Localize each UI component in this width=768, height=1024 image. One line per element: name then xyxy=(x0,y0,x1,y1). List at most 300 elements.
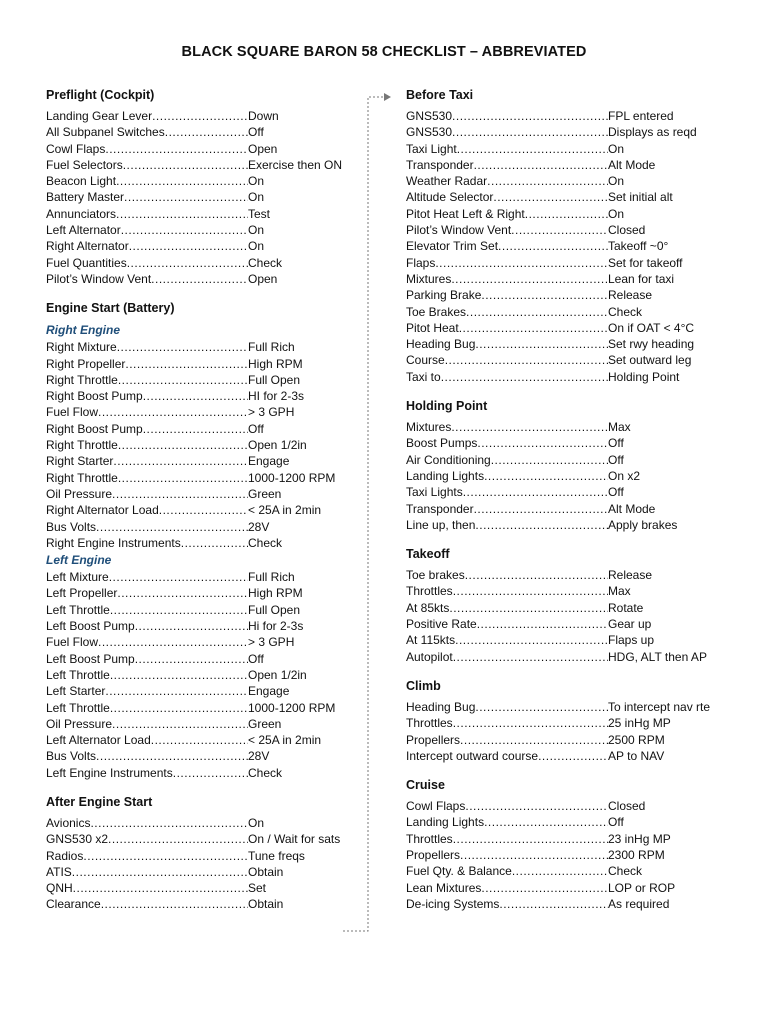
checklist-item-label: Flaps xyxy=(406,255,436,270)
checklist-item-label: Line up, then xyxy=(406,517,476,532)
checklist-item xyxy=(46,535,248,551)
checklist-item-label: Right Boost Pump xyxy=(46,389,143,404)
checklist-item xyxy=(406,304,608,320)
checklist-row xyxy=(46,124,342,140)
checklist-row xyxy=(406,157,710,173)
checklist-row xyxy=(46,651,342,667)
checklist-item xyxy=(46,173,248,189)
checklist-row xyxy=(46,173,342,189)
checklist-row xyxy=(406,222,710,238)
checklist-item-value: Closed xyxy=(608,799,646,814)
checklist-row xyxy=(406,501,710,517)
checklist-section xyxy=(406,677,710,764)
checklist-row xyxy=(46,404,342,420)
checklist-item xyxy=(406,141,608,157)
checklist-item-label: Left Boost Pump xyxy=(46,619,135,634)
dot-leader xyxy=(460,847,608,863)
dot-leader xyxy=(135,651,248,667)
checklist-item-value: Check xyxy=(248,765,283,780)
checklist-item-value: Full Rich xyxy=(248,340,295,355)
dot-leader xyxy=(98,404,248,420)
checklist-item-label: Fuel Quantities xyxy=(46,255,127,270)
checklist-item-value: Engage xyxy=(248,454,290,469)
checklist-row xyxy=(46,748,342,764)
checklist-item xyxy=(46,238,248,254)
checklist-item-value: On xyxy=(608,174,625,189)
checklist-item-value: Green xyxy=(248,716,282,731)
checklist-item-label: Heading Bug xyxy=(406,337,476,352)
checklist-item-value: Full Open xyxy=(248,372,301,387)
dot-leader xyxy=(143,421,248,437)
checklist-row xyxy=(406,304,710,320)
checklist-item-label: Cowl Flaps xyxy=(406,799,466,814)
checklist-item-label: Left Throttle xyxy=(46,700,110,715)
checklist-item-value: HDG, ALT then AP xyxy=(608,649,707,664)
dot-leader xyxy=(105,683,248,699)
checklist-item-value: 1000-1200 RPM xyxy=(248,700,336,715)
checklist-row xyxy=(406,141,710,157)
checklist-item-value: < 25A in 2min xyxy=(248,733,322,748)
checklist-item-label: Left Alternator xyxy=(46,223,121,238)
checklist-item-label: Fuel Flow xyxy=(46,405,99,420)
dot-leader xyxy=(481,880,608,896)
checklist-item-value: Check xyxy=(608,304,643,319)
checklist-item-value: Rotate xyxy=(608,600,644,615)
checklist-row xyxy=(406,863,710,879)
checklist-row xyxy=(406,567,710,583)
checklist-row xyxy=(46,238,342,254)
checklist-item-label: Taxi to xyxy=(406,369,441,384)
checklist-row xyxy=(406,320,710,336)
checklist-row xyxy=(46,700,342,716)
dot-leader xyxy=(151,732,248,748)
checklist-item xyxy=(406,501,608,517)
dot-leader xyxy=(477,435,608,451)
dot-leader xyxy=(112,716,248,732)
dot-leader xyxy=(455,632,608,648)
checklist-item-value: Lean for taxi xyxy=(608,271,675,286)
dot-leader xyxy=(173,765,248,781)
checklist-item-value: Alt Mode xyxy=(608,501,656,516)
checklist-item-value: Max xyxy=(608,420,631,435)
dot-leader xyxy=(112,486,248,502)
dot-leader xyxy=(129,238,248,254)
checklist-item-label: Course xyxy=(406,353,445,368)
checklist-item-label: Landing Lights xyxy=(406,468,485,483)
checklist-item xyxy=(406,863,608,879)
dot-leader xyxy=(143,388,248,404)
checklist-item-label: All Subpanel Switches xyxy=(46,125,165,140)
checklist-row xyxy=(46,519,342,535)
checklist-row xyxy=(46,880,342,896)
checklist-row xyxy=(406,798,710,814)
checklist-item xyxy=(406,649,608,665)
checklist-item-value: Displays as reqd xyxy=(608,125,697,140)
checklist-item-value: As required xyxy=(608,896,670,911)
checklist-item-value: High RPM xyxy=(248,586,303,601)
checklist-item-label: Autopilot xyxy=(406,649,453,664)
checklist-item-value: To intercept nav rte xyxy=(608,699,711,714)
checklist-item xyxy=(46,453,248,469)
checklist-item xyxy=(46,388,248,404)
section-title: Takeoff xyxy=(406,547,450,562)
checklist-item-value: Check xyxy=(248,535,283,550)
checklist-row xyxy=(46,437,342,453)
checklist-item xyxy=(46,421,248,437)
checklist-item-label: Bus Volts xyxy=(46,749,97,764)
checklist-item-value: Release xyxy=(608,288,653,303)
dot-leader xyxy=(538,748,608,764)
checklist-item-value: Off xyxy=(608,436,624,451)
checklist-item-value: HI for 2-3s xyxy=(248,389,305,404)
section-title: Climb xyxy=(406,678,441,693)
dot-leader xyxy=(453,583,608,599)
checklist-item-value: Obtain xyxy=(248,864,284,879)
section-title: Holding Point xyxy=(406,399,488,414)
checklist-item xyxy=(406,238,608,254)
dot-leader xyxy=(499,896,608,912)
checklist-item xyxy=(406,616,608,632)
dot-leader xyxy=(465,798,608,814)
dot-leader xyxy=(118,437,248,453)
section-title: Cruise xyxy=(406,778,445,793)
dot-leader xyxy=(121,222,248,238)
checklist-item-value: On / Wait for sats xyxy=(248,832,341,847)
checklist-item-label: GNS530 x2 xyxy=(46,832,109,847)
checklist-item xyxy=(406,336,608,352)
checklist-item-label: Right Boost Pump xyxy=(46,421,143,436)
checklist-item-label: Beacon Light xyxy=(46,174,117,189)
checklist-item-label: Left Engine Instruments xyxy=(46,765,173,780)
checklist-item-value: 2500 RPM xyxy=(608,732,665,747)
checklist-row xyxy=(46,831,342,847)
checklist-item-value: Engage xyxy=(248,684,290,699)
checklist-row xyxy=(46,356,342,372)
checklist-item xyxy=(46,519,248,535)
checklist-item-value: Off xyxy=(248,651,264,666)
dot-leader xyxy=(498,238,608,254)
checklist-item-value: Set rwy heading xyxy=(608,337,695,352)
checklist-item-value: Set initial alt xyxy=(608,190,673,205)
checklist-item-value: Gear up xyxy=(608,617,652,632)
checklist-item xyxy=(406,124,608,140)
checklist-item xyxy=(406,831,608,847)
checklist-row xyxy=(46,602,342,618)
checklist-item-label: Right Throttle xyxy=(46,470,118,485)
checklist-item xyxy=(406,189,608,205)
checklist-item xyxy=(46,206,248,222)
checklist-item xyxy=(406,271,608,287)
dot-leader xyxy=(512,863,608,879)
checklist-item xyxy=(46,667,248,683)
checklist-row xyxy=(46,108,342,124)
checklist-item xyxy=(406,108,608,124)
checklist-item-value: > 3 GPH xyxy=(248,635,295,650)
checklist-item-label: GNS530 xyxy=(406,125,453,140)
checklist-row xyxy=(406,732,710,748)
checklist-item xyxy=(406,567,608,583)
dot-leader xyxy=(181,535,248,551)
checklist-item-value: Max xyxy=(608,584,631,599)
checklist-item-label: Elevator Trim Set xyxy=(406,239,499,254)
checklist-item-label: Propellers xyxy=(406,847,461,862)
dot-leader xyxy=(453,831,608,847)
checklist-item-value: Down xyxy=(248,109,279,123)
checklist-section xyxy=(46,86,342,287)
dot-leader xyxy=(118,372,248,388)
checklist-row xyxy=(406,468,710,484)
dot-leader xyxy=(474,157,608,173)
checklist-item-label: Pilot’s Window Vent xyxy=(46,271,152,286)
checklist-row xyxy=(406,814,710,830)
checklist-row xyxy=(406,699,710,715)
checklist-row xyxy=(46,502,342,518)
dot-leader xyxy=(441,369,608,385)
dot-leader xyxy=(118,470,248,486)
checklist-item-label: At 115kts xyxy=(406,633,456,648)
checklist-item-label: Left Throttle xyxy=(46,667,110,682)
checklist-row xyxy=(406,632,710,648)
checklist-item-value: Full Open xyxy=(248,602,301,617)
dot-leader xyxy=(110,667,248,683)
checklist-item-value: Off xyxy=(608,485,624,500)
checklist-row xyxy=(46,683,342,699)
checklist-item xyxy=(46,255,248,271)
checklist-section xyxy=(46,299,342,781)
checklist-item xyxy=(46,700,248,716)
checklist-item-label: Landing Lights xyxy=(406,815,485,830)
checklist-row xyxy=(406,583,710,599)
checklist-item-value: On xyxy=(248,190,265,205)
checklist-item xyxy=(46,356,248,372)
checklist-item-value: Open 1/2in xyxy=(248,438,307,453)
checklist-row xyxy=(406,847,710,863)
checklist-item-value: 23 inHg MP xyxy=(608,831,671,846)
dot-leader xyxy=(109,569,248,585)
checklist-item-label: Pitot Heat Left & Right xyxy=(406,206,525,221)
checklist-row xyxy=(406,369,710,385)
checklist-item xyxy=(406,435,608,451)
checklist-item xyxy=(46,602,248,618)
checklist-item-label: Avionics xyxy=(46,815,91,830)
checklist-item-label: Throttles xyxy=(406,831,453,846)
checklist-item xyxy=(406,699,608,715)
checklist-item xyxy=(406,600,608,616)
checklist-item xyxy=(406,222,608,238)
section-title: Preflight (Cockpit) xyxy=(46,88,155,102)
checklist-item-label: Pitot Heat xyxy=(406,320,459,335)
checklist-item-label: ATIS xyxy=(46,864,72,879)
subsection-heading: Right Engine xyxy=(46,323,120,338)
checklist-item-value: Off xyxy=(608,452,624,467)
checklist-item xyxy=(46,141,248,157)
checklist-item-label: Boost Pumps xyxy=(406,436,478,451)
checklist-item-label: Cowl Flaps xyxy=(46,141,106,156)
dot-leader xyxy=(110,602,248,618)
checklist-item xyxy=(406,748,608,764)
checklist-item-label: Right Propeller xyxy=(46,356,126,371)
checklist-item-label: Parking Brake xyxy=(406,288,482,303)
dot-leader xyxy=(113,453,248,469)
checklist-item-label: Left Throttle xyxy=(46,602,110,617)
checklist-item-label: Right Mixture xyxy=(46,340,117,355)
dot-leader xyxy=(487,173,608,189)
checklist-item-label: Transponder xyxy=(406,157,474,172)
checklist-item-label: Bus Volts xyxy=(46,519,97,534)
checklist-row xyxy=(46,189,342,205)
checklist-row xyxy=(46,339,342,355)
checklist-row xyxy=(46,486,342,502)
checklist-row xyxy=(46,206,342,222)
checklist-item-label: Clearance xyxy=(46,897,101,912)
dot-leader xyxy=(525,206,608,222)
checklist-item-label: Oil Pressure xyxy=(46,486,113,501)
dot-leader xyxy=(457,141,608,157)
checklist-row xyxy=(406,748,710,764)
checklist-item-label: Oil Pressure xyxy=(46,716,113,731)
dot-leader xyxy=(453,715,608,731)
checklist-item-value: Exercise then ON xyxy=(248,157,343,172)
subsection-heading: Left Engine xyxy=(46,553,112,568)
checklist-item-label: Radios xyxy=(46,848,84,863)
dot-leader xyxy=(152,108,248,124)
checklist-item xyxy=(406,798,608,814)
checklist-item-value: Obtain xyxy=(248,897,284,912)
checklist-item xyxy=(46,848,248,864)
dot-leader xyxy=(445,352,608,368)
checklist-item-label: Fuel Selectors xyxy=(46,157,123,172)
checklist-item xyxy=(46,815,248,831)
checklist-row xyxy=(46,848,342,864)
checklist-row xyxy=(46,255,342,271)
checklist-row xyxy=(46,569,342,585)
checklist-item xyxy=(46,569,248,585)
dot-leader xyxy=(165,124,248,140)
checklist-row xyxy=(406,649,710,665)
dot-leader xyxy=(117,339,248,355)
checklist-row xyxy=(46,453,342,469)
checklist-row xyxy=(406,124,710,140)
checklist-item xyxy=(46,502,248,518)
checklist-section xyxy=(406,545,710,665)
checklist-item-label: QNH xyxy=(46,881,73,896)
dot-leader xyxy=(511,222,608,238)
checklist-item-label: Mixtures xyxy=(406,420,452,435)
checklist-row xyxy=(46,141,342,157)
dot-leader xyxy=(127,255,248,271)
connector-line xyxy=(343,97,384,931)
dot-leader xyxy=(123,157,248,173)
checklist-item xyxy=(406,320,608,336)
checklist-row xyxy=(46,421,342,437)
dot-leader xyxy=(475,699,608,715)
checklist-item xyxy=(406,484,608,500)
checklist-row xyxy=(46,716,342,732)
dot-leader xyxy=(72,864,248,880)
checklist-item-label: Left Mixture xyxy=(46,570,109,585)
dot-leader xyxy=(135,618,248,634)
checklist-item-value: Test xyxy=(248,206,271,221)
dot-leader xyxy=(491,452,608,468)
checklist-item xyxy=(46,585,248,601)
connector-arrowhead xyxy=(384,93,391,101)
checklist-row xyxy=(406,484,710,500)
checklist-item xyxy=(46,765,248,781)
checklist-item-value: Release xyxy=(608,568,653,583)
checklist-item-value: Check xyxy=(248,255,283,270)
checklist-item xyxy=(46,880,248,896)
checklist-item-value: AP to NAV xyxy=(608,748,665,763)
dot-leader xyxy=(460,732,608,748)
checklist-item-label: Battery Master xyxy=(46,190,125,205)
dot-leader xyxy=(466,304,608,320)
checklist-item xyxy=(406,352,608,368)
checklist-row xyxy=(46,896,342,912)
checklist-row xyxy=(406,435,710,451)
right-column xyxy=(406,86,710,924)
checklist-item-label: Pilot’s Window Vent xyxy=(406,223,512,238)
checklist-item-label: Left Starter xyxy=(46,684,106,699)
checklist-row xyxy=(46,667,342,683)
checklist-item-label: Taxi Lights xyxy=(406,485,463,500)
dot-leader xyxy=(459,320,608,336)
checklist-item-label: Intercept outward course xyxy=(406,748,539,763)
checklist-item-value: Open xyxy=(248,271,278,286)
checklist-item-value: On xyxy=(248,815,265,830)
dot-leader xyxy=(452,108,608,124)
checklist-item xyxy=(406,632,608,648)
checklist-section xyxy=(406,397,710,533)
checklist-item-value: 2300 RPM xyxy=(608,847,665,862)
dot-leader xyxy=(477,616,608,632)
checklist-item-value: Hi for 2-3s xyxy=(248,619,304,634)
checklist-row xyxy=(406,831,710,847)
checklist-item-label: Air Conditioning xyxy=(406,452,491,467)
dot-leader xyxy=(101,896,248,912)
checklist-item xyxy=(406,517,608,533)
checklist-item-label: Heading Bug xyxy=(406,699,476,714)
checklist-row xyxy=(46,634,342,650)
checklist-row xyxy=(406,715,710,731)
dot-leader xyxy=(159,502,248,518)
dot-leader xyxy=(96,748,248,764)
checklist-item-label: Landing Gear Lever xyxy=(46,109,153,123)
checklist-row xyxy=(406,206,710,222)
checklist-item xyxy=(46,896,248,912)
checklist-item xyxy=(46,864,248,880)
checklist-item-value: Tune freqs xyxy=(248,848,305,863)
checklist-item xyxy=(406,847,608,863)
checklist-row xyxy=(406,336,710,352)
checklist-item-value: On xyxy=(248,239,265,254)
checklist-row xyxy=(406,271,710,287)
dot-leader xyxy=(108,831,248,847)
checklist-item-label: Weather Radar xyxy=(406,174,488,189)
checklist-item-value: Set outward leg xyxy=(608,353,692,368)
checklist-item-value: Off xyxy=(608,815,624,830)
left-column xyxy=(46,86,342,925)
checklist-row xyxy=(406,189,710,205)
dot-leader xyxy=(116,173,248,189)
checklist-row xyxy=(406,517,710,533)
checklist-item-label: Fuel Qty. & Balance xyxy=(406,864,512,879)
checklist-item-value: On xyxy=(248,223,265,238)
dot-leader xyxy=(484,468,608,484)
checklist-row xyxy=(406,173,710,189)
dot-leader xyxy=(481,287,608,303)
checklist-item-label: Right Starter xyxy=(46,454,114,469)
checklist-item xyxy=(46,651,248,667)
